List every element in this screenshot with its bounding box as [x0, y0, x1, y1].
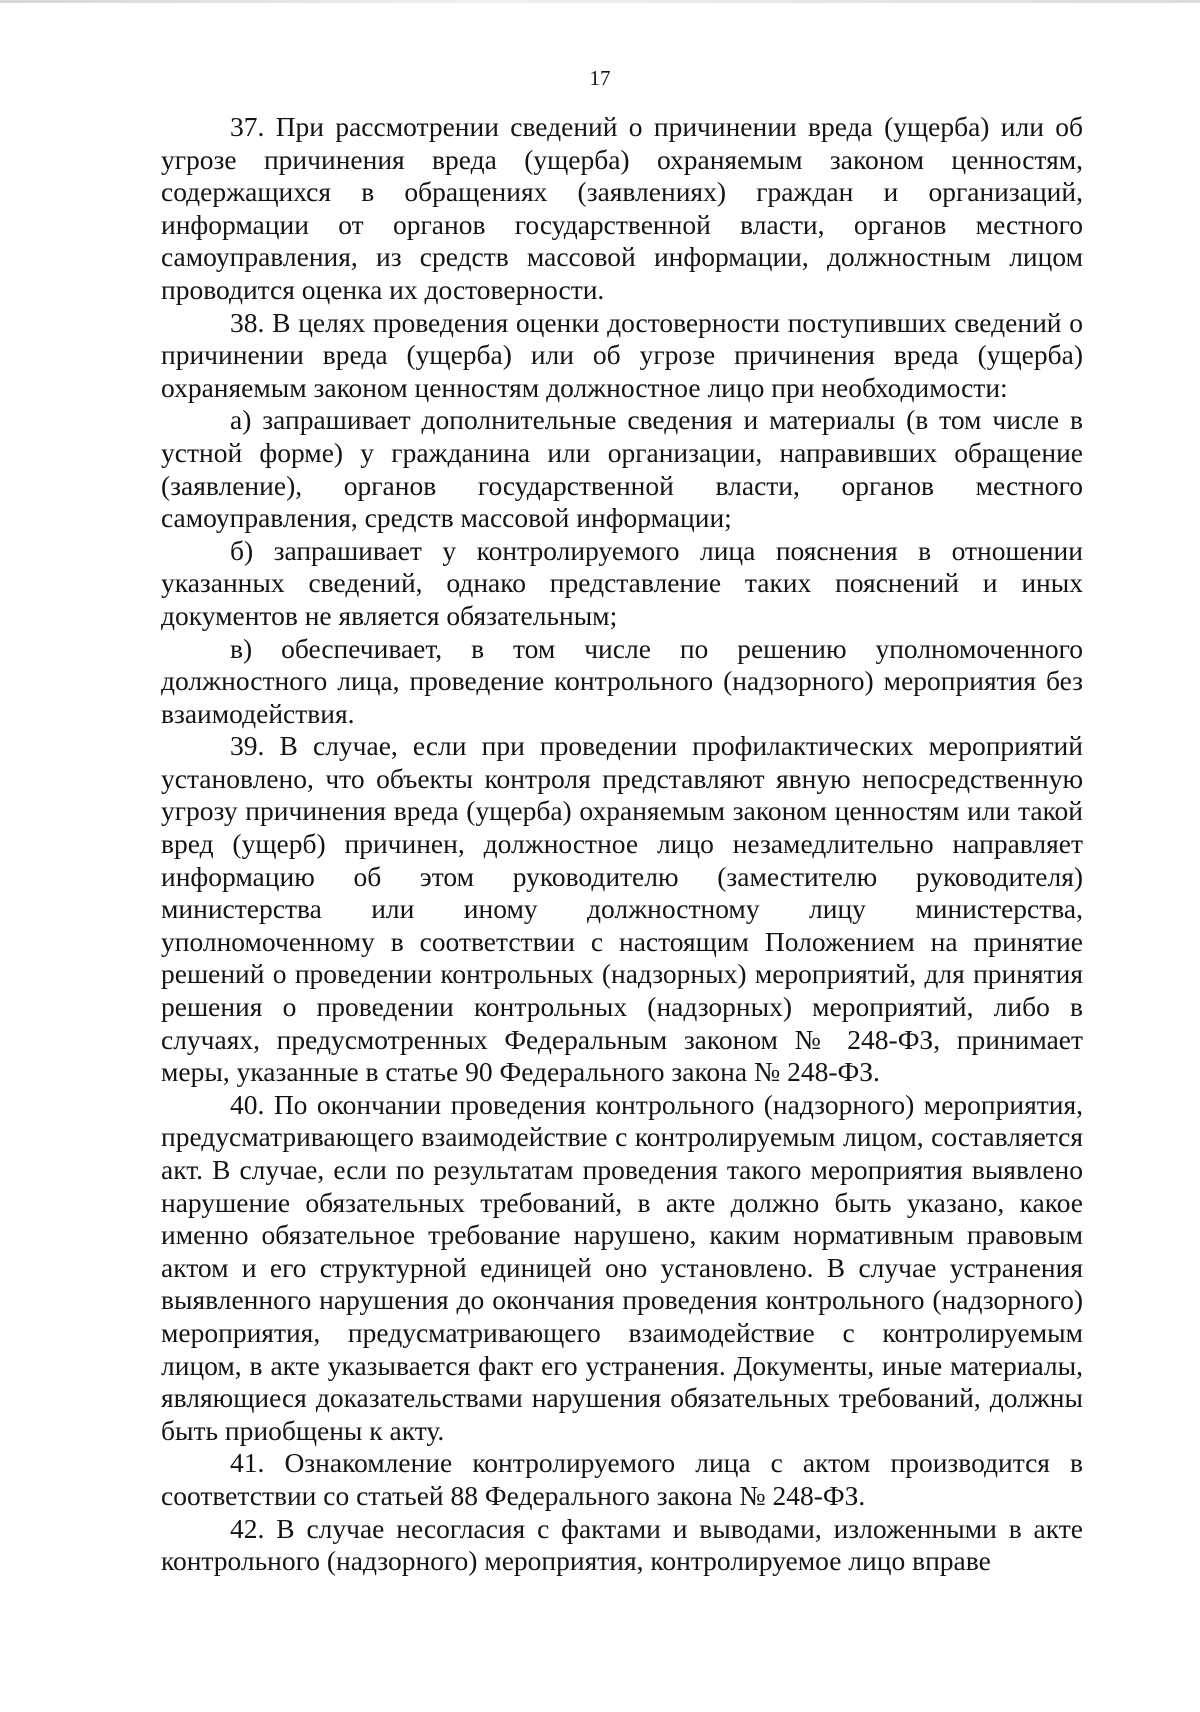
paragraph-38-v: в) обеспечивает, в том числе по решению уполномоченного должностного лица, проведение контрольного (надзорного) мероприятия без взаимодействия. [161, 632, 1083, 729]
paragraph-39: 39. В случае, если при проведении профилактических мероприятий установлено, что объекты контроля представляют явную непосредственную угрозу причинения вреда (ущерба) охраняемым законом ценностям или такой вред (ущерб) причинен, должностное лицо незамедлительно направляет информацию об этом руководителю (заместителю руководителя) министерства или иному должностному лицу министерства, уполномоченному в соответствии с настоящим Положением на принятие решений о проведении контрольных (надзорных) мероприятий, для принятия решения о проведении контрольных (надзорных) мероприятий, либо в случаях, предусмотренных Федеральным законом № 248-ФЗ, принимает меры, указанные в статье 90 Федерального закона № 248-ФЗ. [161, 730, 1083, 1088]
paragraph-37: 37. При рассмотрении сведений о причинении вреда (ущерба) или об угрозе причинения вреда (ущерба) охраняемым законом ценностям, содержащихся в обращениях (заявлениях) граждан и организаций, информации от органов государственной власти, органов местного самоуправления, из средств массовой информации, должностным лицом проводится оценка их достоверности. [161, 111, 1083, 305]
paragraph-38-a: а) запрашивает дополнительные сведения и материалы (в том числе в устной форме) у гражданина или организации, направивших обращение (заявление), органов государственной власти, органов местного самоуправления, средств массовой информации; [161, 404, 1083, 534]
page-number: 17 [589, 66, 611, 90]
document-body [161, 111, 1083, 1578]
paragraph-38: 38. В целях проведения оценки достоверности поступивших сведений о причинении вреда (ущерба) или об угрозе причинения вреда (ущерба) охраняемым законом ценностям должностное лицо при необходимости: [161, 306, 1083, 403]
paragraph-40: 40. По окончании проведения контрольного (надзорного) мероприятия, предусматривающего взаимодействие с контролируемым лицом, составляется акт. В случае, если по результатам проведения такого мероприятия выявлено нарушение обязательных требований, в акте должно быть указано, какое именно обязательное требование нарушено, каким нормативным правовым актом и его структурной единицей оно установлено. В случае устранения выявленного нарушения до окончания проведения контрольного (надзорного) мероприятия, предусматривающего взаимодействие с контролируемым лицом, в акте указывается факт его устранения. Документы, иные материалы, являющиеся доказательствами нарушения обязательных требований, должны быть приобщены к акту. [161, 1088, 1083, 1446]
paragraph-42: 42. В случае несогласия с фактами и выводами, изложенными в акте контрольного (надзорного) мероприятия, контролируемое лицо вправе [161, 1512, 1083, 1577]
scan-top-edge [0, 0, 1200, 3]
paragraph-41: 41. Ознакомление контролируемого лица с актом производится в соответствии со статьей 88 Федерального закона № 248-ФЗ. [161, 1447, 1083, 1511]
paragraph-38-b: б) запрашивает у контролируемого лица пояснения в отношении указанных сведений, однако представление таких пояснений и иных документов не является обязательным; [161, 534, 1083, 631]
